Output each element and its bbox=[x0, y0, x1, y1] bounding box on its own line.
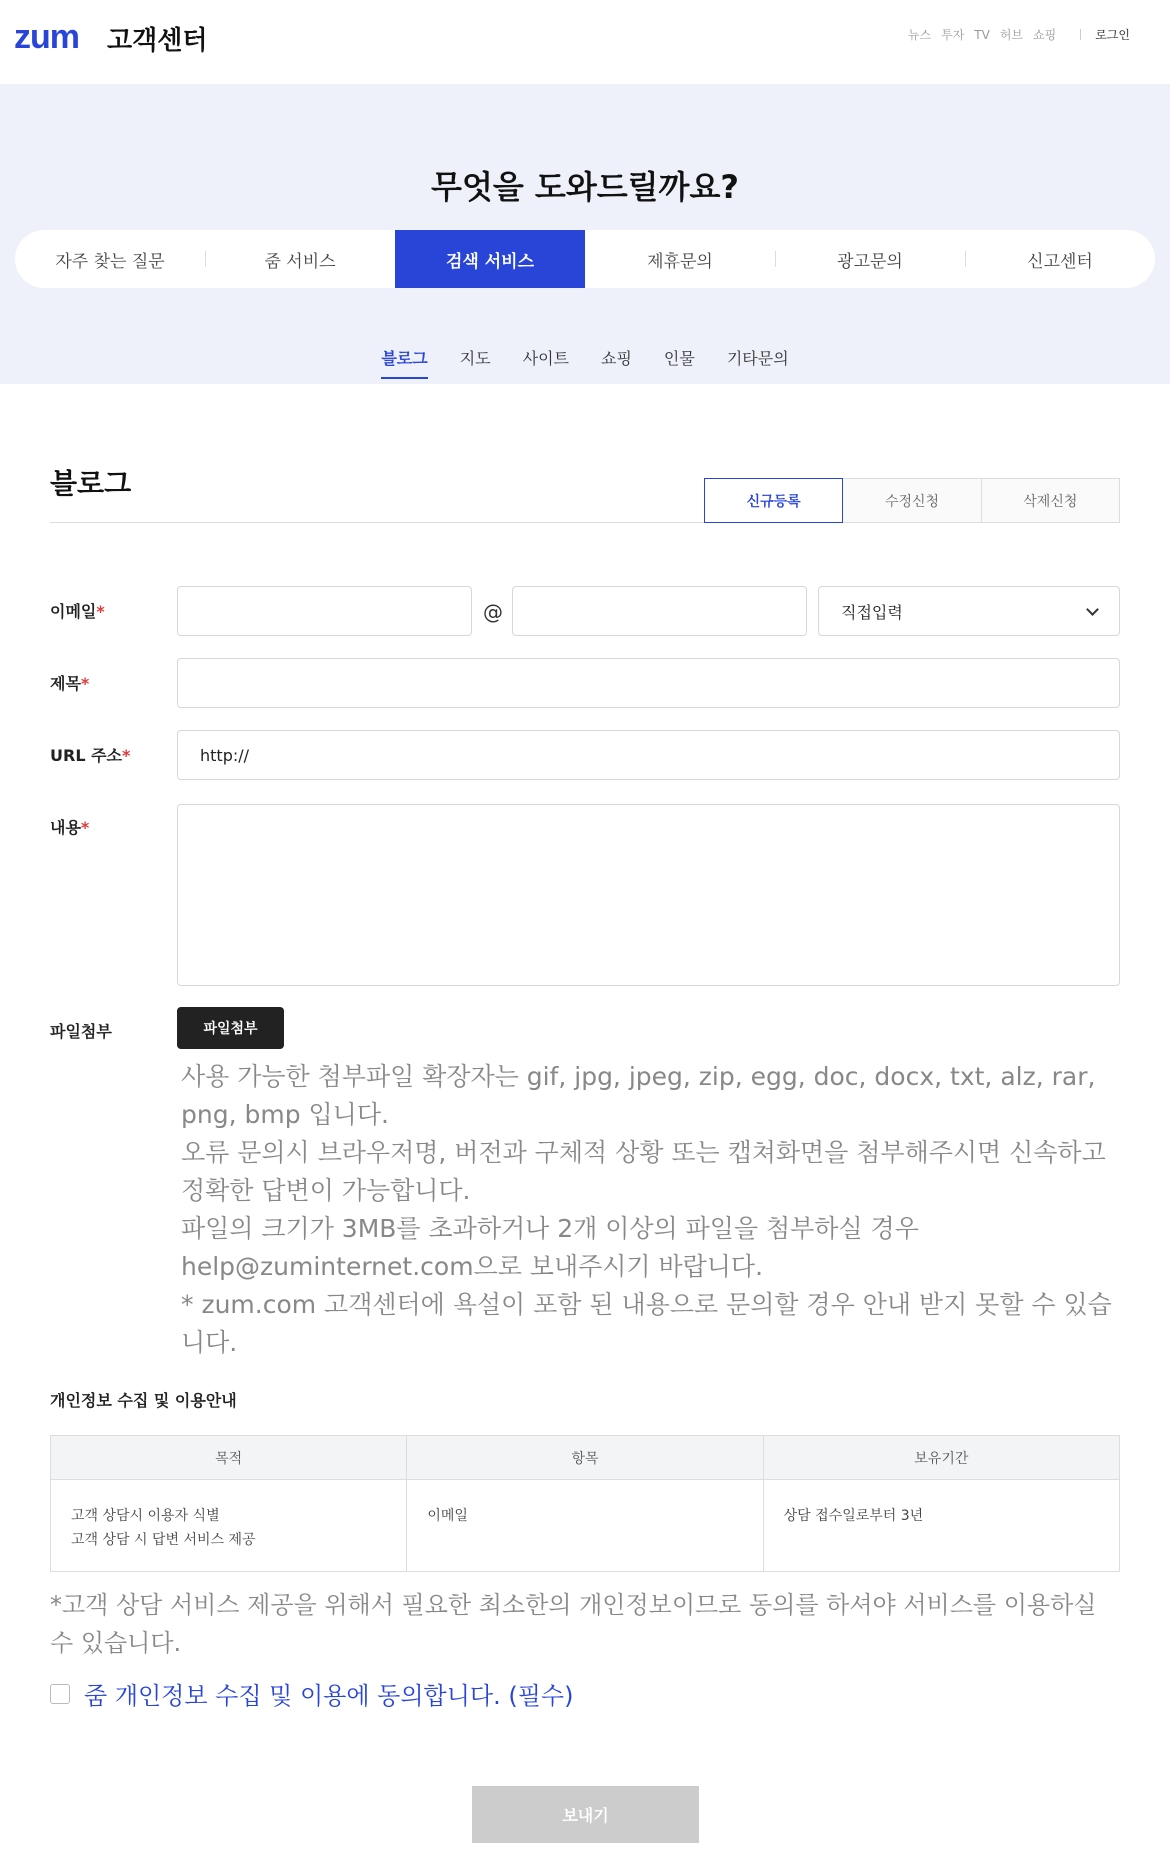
subtab-person[interactable]: 인물 bbox=[663, 349, 695, 368]
email-domain-input[interactable] bbox=[512, 586, 807, 636]
header-item: 항목 bbox=[407, 1436, 763, 1480]
section-title: 블로그 bbox=[50, 467, 132, 500]
url-input[interactable]: http:// bbox=[177, 730, 1120, 780]
category-tabs bbox=[15, 230, 1155, 288]
email-domain-select-value: 직접입력 bbox=[841, 602, 903, 622]
header-purpose: 목적 bbox=[51, 1436, 407, 1480]
sub-tabs bbox=[0, 346, 1170, 379]
required-mark: * bbox=[80, 818, 90, 837]
file-notes bbox=[181, 1058, 1121, 1362]
segment-delete-request[interactable]: 삭제신청 bbox=[981, 478, 1120, 523]
file-attach-button[interactable]: 파일첨부 bbox=[177, 1007, 284, 1049]
tab-report-center[interactable]: 신고센터 bbox=[965, 230, 1155, 288]
subtab-blog[interactable]: 블로그 bbox=[381, 346, 427, 379]
privacy-agree-label[interactable]: 줌 개인정보 수집 및 이용에 동의합니다. (필수) bbox=[84, 1682, 574, 1710]
login-link[interactable]: 로그인 bbox=[1095, 28, 1130, 42]
hero-title: 무엇을 도와드릴까요? bbox=[431, 168, 739, 206]
email-label: 이메일* bbox=[50, 602, 105, 621]
section-divider bbox=[50, 522, 1120, 523]
tab-partnership[interactable]: 제휴문의 bbox=[647, 251, 713, 272]
site-title[interactable]: 고객센터 bbox=[107, 26, 208, 56]
required-mark: * bbox=[80, 674, 90, 693]
privacy-table bbox=[50, 1435, 1120, 1572]
email-user-input[interactable] bbox=[177, 586, 472, 636]
file-label: 파일첨부 bbox=[50, 1022, 112, 1041]
table-row bbox=[51, 1480, 1120, 1572]
cell-item: 이메일 bbox=[407, 1480, 763, 1572]
subtab-site[interactable]: 사이트 bbox=[522, 349, 569, 368]
tab-zum-service[interactable]: 줌 서비스 bbox=[205, 230, 395, 288]
hero-banner bbox=[0, 84, 1170, 384]
note-error-capture: 오류 문의시 브라우저명, 버전과 구체적 상황 또는 캡쳐화면을 첨부해주시면 신속하고 정확한 답변이 가능합니다. bbox=[181, 1138, 1106, 1205]
required-mark: * bbox=[122, 746, 131, 765]
note-file-size: 파일의 크기가 3MB를 초과하거나 2개 이상의 파일을 첨부하실 경우 help@zuminternet.com으로 보내주시기 바랍니다. bbox=[181, 1214, 919, 1281]
nav-divider bbox=[1080, 29, 1081, 40]
nav-hub[interactable]: 허브 bbox=[999, 28, 1024, 42]
content-textarea[interactable] bbox=[177, 804, 1120, 986]
note-abuse-warning: * zum.com 고객센터에 욕설이 포함 된 내용으로 문의할 경우 안내 받지 못할 수 있습니다. bbox=[181, 1290, 1112, 1357]
note-extensions: 사용 가능한 첨부파일 확장자는 gif, jpg, jpeg, zip, egg, doc, docx, txt, alz, rar, png, bmp 입니다. bbox=[181, 1062, 1096, 1129]
nav-invest[interactable]: 투자 bbox=[941, 28, 965, 42]
privacy-title: 개인정보 수집 및 이용안내 bbox=[50, 1391, 237, 1410]
cell-period: 상담 접수일로부터 3년 bbox=[763, 1480, 1119, 1572]
segment-modify-request[interactable]: 수정신청 bbox=[842, 478, 981, 523]
site-header bbox=[0, 0, 1170, 84]
header-period: 보유기간 bbox=[763, 1436, 1119, 1480]
nav-shopping[interactable]: 쇼핑 bbox=[1033, 28, 1057, 42]
request-type-segment bbox=[705, 478, 1120, 523]
email-domain-select[interactable] bbox=[818, 586, 1120, 636]
zum-logo[interactable]: zum bbox=[14, 18, 79, 56]
nav-news[interactable]: 뉴스 bbox=[907, 28, 932, 42]
at-sign: @ bbox=[483, 600, 503, 624]
title-label: 제목* bbox=[50, 674, 90, 693]
content-label: 내용* bbox=[50, 818, 90, 837]
purpose-line: 고객 상담 시 답변 서비스 제공 bbox=[71, 1532, 256, 1548]
tab-faq[interactable]: 자주 찾는 질문 bbox=[55, 251, 165, 272]
url-label: URL 주소* bbox=[50, 746, 131, 765]
required-mark: * bbox=[96, 602, 105, 621]
subtab-other[interactable]: 기타문의 bbox=[726, 349, 789, 368]
privacy-agree-row[interactable] bbox=[50, 1676, 573, 1711]
tab-advertising[interactable]: 광고문의 bbox=[775, 230, 965, 288]
tab-search-service[interactable]: 검색 서비스 bbox=[395, 230, 585, 288]
title-input[interactable] bbox=[177, 658, 1120, 708]
table-header-row bbox=[51, 1436, 1120, 1480]
subtab-map[interactable]: 지도 bbox=[459, 349, 491, 368]
subtab-shopping[interactable]: 쇼핑 bbox=[601, 349, 632, 368]
chevron-down-icon bbox=[1086, 603, 1099, 616]
privacy-note: *고객 상담 서비스 제공을 위해서 필요한 최소한의 개인정보이므로 동의를 하셔야 서비스를 이용하실 수 있습니다. bbox=[50, 1591, 1097, 1657]
top-nav bbox=[898, 26, 1130, 43]
segment-new-registration[interactable]: 신규등록 bbox=[704, 478, 843, 523]
submit-button[interactable]: 보내기 bbox=[472, 1786, 699, 1843]
nav-tv[interactable]: TV bbox=[974, 27, 990, 42]
cell-purpose bbox=[51, 1480, 407, 1572]
purpose-line: 고객 상담시 이용자 식별 bbox=[71, 1508, 220, 1524]
privacy-agree-checkbox[interactable] bbox=[50, 1684, 70, 1704]
